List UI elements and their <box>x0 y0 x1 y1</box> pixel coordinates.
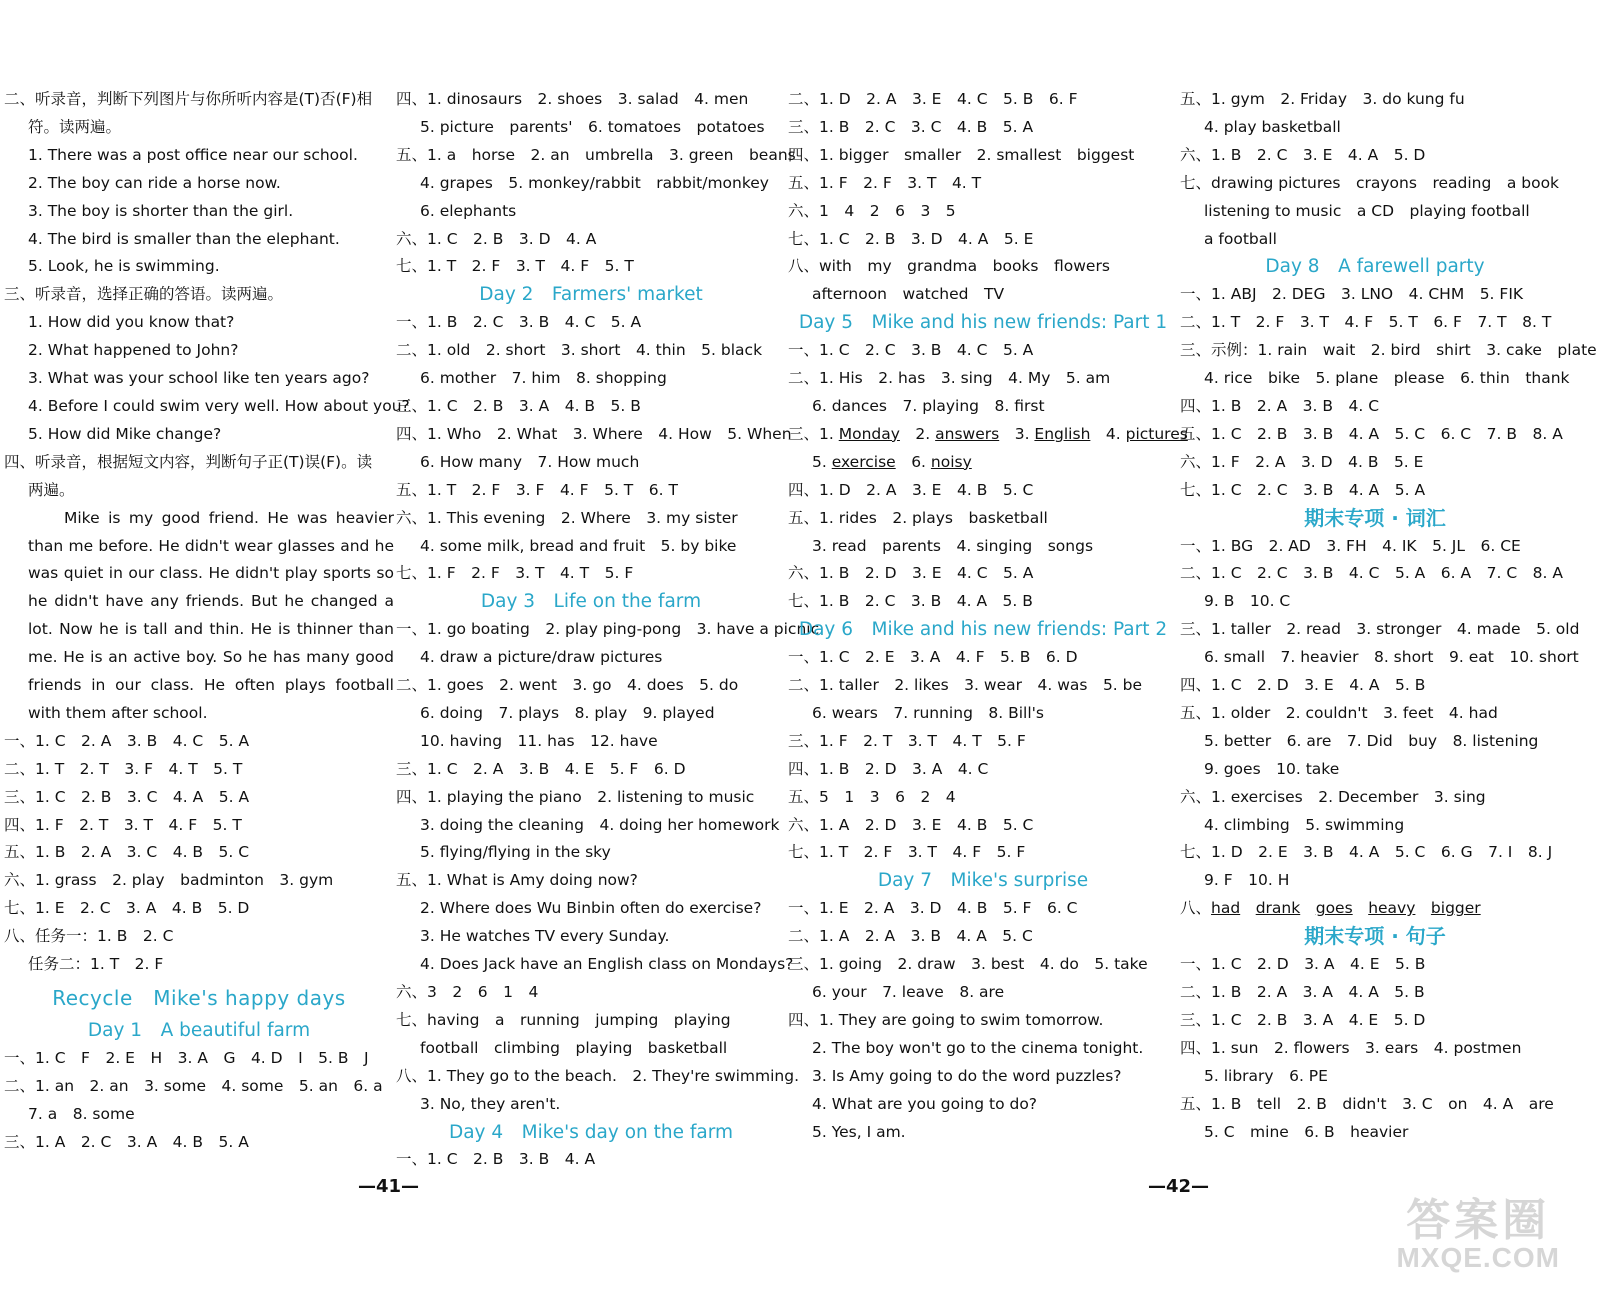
day-heading: Day 4 Mike's day on the farm <box>448 1121 734 1143</box>
underlined-word: English <box>1034 424 1091 443</box>
answer-line: 三、1. C 2. B 3. A 4. B 5. B <box>396 396 641 415</box>
script-line: 4. Before I could swim very well. How about you? <box>28 396 410 415</box>
answer-sep: 4. <box>1090 424 1126 443</box>
answer-line: 六、1. grass 2. play badminton 3. gym <box>4 871 334 890</box>
answer-line: 三、1. B 2. C 3. C 4. B 5. A <box>788 117 1034 136</box>
answer-line: 四、1. They are going to swim tomorrow. <box>788 1010 1104 1029</box>
answer-line: 6. elephants <box>420 201 517 220</box>
answer-prefix: 八、 <box>1180 899 1212 918</box>
answer-line: 二、1. taller 2. likes 3. wear 4. was 5. be <box>788 676 1143 695</box>
answer-line: 二、1. A 2. A 3. B 4. A 5. C <box>788 927 1033 946</box>
answer-line: 4. grapes 5. monkey/rabbit rabbit/monkey <box>420 173 769 192</box>
answer-line: 4. Does Jack have an English class on Mondays? <box>420 955 794 974</box>
script-line: 5. How did Mike change? <box>28 424 222 443</box>
answer-line: 4. play basketball <box>1204 117 1341 136</box>
section-heading: 二、听录音，判断下列图片与你所听内容是(T)否(F)相 <box>4 90 373 108</box>
answer-line: 任务二：1. T 2. F <box>28 955 164 974</box>
answer-line: 6. dances 7. playing 8. first <box>812 396 1045 415</box>
answer-line: 四、1. F 2. T 3. T 4. F 5. T <box>4 815 242 834</box>
answer-line: listening to music a CD playing football <box>1204 201 1530 220</box>
answer-line: 四、1. dinosaurs 2. shoes 3. salad 4. men <box>396 90 749 108</box>
answer-prefix: 5. <box>812 452 832 471</box>
answer-line: 六、1 4 2 6 3 5 <box>788 201 956 220</box>
script-line: 2. What happened to John? <box>28 341 239 360</box>
answer-line: 二、1. B 2. A 3. A 4. A 5. B <box>1180 983 1425 1001</box>
answer-line: 六、3 2 6 1 4 <box>396 983 539 1001</box>
answer-line: 六、1. B 2. C 3. E 4. A 5. D <box>1180 145 1426 164</box>
underlined-word: answers <box>935 424 1000 443</box>
answer-line: 5. better 6. are 7. Did buy 8. listening <box>1204 731 1539 750</box>
answer-line: 五、1. a horse 2. an umbrella 3. green beans <box>396 145 796 164</box>
answer-line: 六、1. B 2. D 3. E 4. C 5. A <box>788 564 1034 583</box>
answer-line: 五、1. gym 2. Friday 3. do kung fu <box>1180 90 1465 108</box>
answer-line: 一、1. ABJ 2. DEG 3. LNO 4. CHM 5. FIK <box>1180 285 1524 304</box>
answer-line: 四、1. playing the piano 2. listening to music <box>396 787 755 806</box>
answer-line: 三、示例：1. rain wait 2. bird shirt 3. cake plate <box>1180 341 1597 360</box>
answer-line: 五、1. B 2. A 3. C 4. B 5. C <box>4 843 250 862</box>
answer-line: 3. Is Amy going to do the word puzzles? <box>812 1066 1122 1085</box>
answer-line: 二、1. T 2. T 3. F 4. T 5. T <box>4 759 243 778</box>
answer-line: 一、1. go boating 2. play ping-pong 3. have a picnic <box>396 620 820 639</box>
answer-line: 5. C mine 6. B heavier <box>1204 1122 1409 1141</box>
answer-line: 二、1. D 2. A 3. E 4. C 5. B 6. F <box>788 90 1078 108</box>
script-line: 4. The bird is smaller than the elephant. <box>28 229 340 248</box>
script-line: 3. The boy is shorter than the girl. <box>28 201 294 220</box>
answer-line: 10. having 11. has 12. have <box>420 731 658 750</box>
script-line: 3. What was your school like ten years ago? <box>28 369 370 388</box>
section-heading: 四、听录音，根据短文内容，判断句子正(T)误(F)。读 <box>4 452 373 471</box>
answer-line: 4. climbing 5. swimming <box>1204 815 1405 834</box>
answer-line: 五、1. B tell 2. B didn't 3. C on 4. A are <box>1180 1094 1554 1113</box>
answer-line: 5. library 6. PE <box>1204 1066 1328 1085</box>
underlined-word: drank <box>1255 899 1301 918</box>
answer-line: a football <box>1204 229 1277 248</box>
answer-sep: 2. <box>899 424 936 443</box>
answer-line: afternoon watched TV <box>812 285 1005 304</box>
script-line: 1. How did you know that? <box>28 313 235 332</box>
script-line: 2. The boy can ride a horse now. <box>28 173 281 192</box>
answer-line: 一、1. C 2. C 3. B 4. C 5. A <box>788 341 1034 360</box>
answer-line: 三、1. F 2. T 3. T 4. T 5. F <box>788 731 1026 750</box>
answer-line: 2. The boy won't go to the cinema tonight. <box>812 1038 1144 1057</box>
answer-line: 6. mother 7. him 8. shopping <box>420 369 667 388</box>
answer-line: 5. Yes, I am. <box>812 1122 906 1141</box>
answer-line: 二、1. His 2. has 3. sing 4. My 5. am <box>788 369 1111 388</box>
answer-line: 9. F 10. H <box>1204 871 1290 890</box>
answer-line: 6. doing 7. plays 8. play 9. played <box>420 703 715 722</box>
answer-line: 4. some milk, bread and fruit 5. by bike <box>420 536 737 555</box>
underlined-word: heavy <box>1368 899 1416 918</box>
answer-line: 三、1. C 2. B 3. A 4. E 5. D <box>1180 1010 1426 1029</box>
answer-line: 五、5 1 3 6 2 4 <box>788 787 956 806</box>
day-heading: Day 2 Farmers' market <box>479 284 703 306</box>
page-number-right: —42— <box>1148 1176 1210 1197</box>
section-heading-cont: 两遍。 <box>28 480 75 499</box>
answer-line: 二、1. T 2. F 3. T 4. F 5. T 6. F 7. T 8. T <box>1180 313 1552 332</box>
answer-line: 2. Where does Wu Binbin often do exercise? <box>420 899 762 918</box>
answer-line: 七、1. C 2. C 3. B 4. A 5. A <box>1180 480 1426 499</box>
day-heading: Day 6 Mike and his new friends: Part 2 <box>798 619 1168 641</box>
unit-heading: Recycle Mike's happy days <box>52 986 346 1010</box>
watermark-text-cn: 答案圈 <box>1406 1196 1551 1245</box>
answer-line: 三、1. C 2. B 3. C 4. A 5. A <box>4 787 250 806</box>
answer-line: 四、1. C 2. D 3. E 4. A 5. B <box>1180 676 1426 695</box>
answer-line: 6. wears 7. running 8. Bill's <box>812 703 1045 722</box>
day-heading: Day 8 A farewell party <box>1265 256 1485 278</box>
answer-line: 一、1. C F 2. E H 3. A G 4. D I 5. B J <box>4 1048 369 1067</box>
answer-line: 七、1. T 2. F 3. T 4. F 5. T <box>396 257 634 276</box>
answer-line: 五、1. What is Amy doing now? <box>396 871 638 890</box>
answer-line: 七、drawing pictures crayons reading a book <box>1180 173 1560 192</box>
answer-line: 五、1. older 2. couldn't 3. feet 4. had <box>1180 703 1498 722</box>
answer-line: 七、1. D 2. E 3. B 4. A 5. C 6. G 7. I 8. J <box>1180 843 1553 862</box>
answer-line: 三、1. A 2. C 3. A 4. B 5. A <box>4 1132 249 1151</box>
answer-line: 四、1. Who 2. What 3. Where 4. How 5. When <box>396 424 792 443</box>
answer-line: 三、1. going 2. draw 3. best 4. do 5. take <box>788 955 1148 974</box>
underlined-word: had <box>1211 899 1241 918</box>
answer-line: 7. a 8. some <box>28 1104 135 1123</box>
underlined-word: exercise <box>831 452 896 471</box>
answer-line: 9. goes 10. take <box>1204 759 1340 778</box>
answer-line: 四、1. B 2. D 3. A 4. C <box>788 759 989 778</box>
answer-line: 四、1. sun 2. flowers 3. ears 4. postmen <box>1180 1038 1522 1057</box>
section-title-sentences: 期末专项 · 句子 <box>1304 924 1446 949</box>
answer-line: 七、having a running jumping playing <box>396 1010 731 1029</box>
answer-line: 3. He watches TV every Sunday. <box>420 927 670 946</box>
answer-line: 六、1. This evening 2. Where 3. my sister <box>396 508 738 527</box>
answer-line: 9. B 10. C <box>1204 592 1291 611</box>
answer-line: 3. read parents 4. singing songs <box>812 536 1094 555</box>
answer-line: 二、1. C 2. C 3. B 4. C 5. A 6. A 7. C 8. A <box>1180 564 1563 583</box>
answer-line: 二、1. goes 2. went 3. go 4. does 5. do <box>396 676 739 695</box>
answer-line: 六、1. F 2. A 3. D 4. B 5. E <box>1180 452 1424 471</box>
answer-line: 4. rice bike 5. plane please 6. thin thank <box>1204 369 1570 388</box>
section-heading: 三、听录音，选择正确的答语。读两遍。 <box>4 285 284 304</box>
answer-line: 八、1. They go to the beach. 2. They're swimming. <box>396 1066 800 1085</box>
script-line: 5. Look, he is swimming. <box>28 257 220 276</box>
answer-line: 5. flying/flying in the sky <box>420 843 611 862</box>
answer-line: 三、1. C 2. A 3. B 4. E 5. F 6. D <box>396 759 686 778</box>
section-heading-cont: 符。读两遍。 <box>28 117 122 136</box>
answer-line: 一、1. C 2. D 3. A 4. E 5. B <box>1180 955 1426 974</box>
answer-sep: 6. <box>895 452 931 471</box>
answer-line: 一、1. C 2. B 3. B 4. A <box>396 1150 596 1169</box>
watermark-logo <box>1396 1184 1560 1274</box>
answer-line: 六、1. C 2. B 3. D 4. A <box>396 229 597 248</box>
answer-line: 6. small 7. heavier 8. short 9. eat 10. short <box>1204 648 1579 667</box>
column-1 <box>4 86 410 1156</box>
answer-line <box>1180 895 1570 923</box>
answer-line: 七、1. C 2. B 3. D 4. A 5. E <box>788 229 1034 248</box>
answer-line: 6. How many 7. How much <box>420 452 640 471</box>
answer-line: 一、1. C 2. A 3. B 4. C 5. A <box>4 731 250 750</box>
answer-line: 三、1. taller 2. read 3. stronger 4. made 5. old <box>1180 620 1580 639</box>
underlined-word: bigger <box>1430 899 1481 918</box>
column-4 <box>1180 86 1597 1146</box>
section-title-vocabulary: 期末专项 · 词汇 <box>1304 505 1446 530</box>
column-3 <box>788 86 1188 1146</box>
answer-line: 四、1. D 2. A 3. E 4. B 5. C <box>788 480 1034 499</box>
column-2 <box>396 86 820 1174</box>
script-line: 1. There was a post office near our school. <box>28 145 358 164</box>
underlined-word: noisy <box>930 452 972 471</box>
answer-prefix: 三、1. <box>788 424 839 443</box>
answer-line: 4. draw a picture/draw pictures <box>420 648 663 667</box>
answer-line: 一、1. BG 2. AD 3. FH 4. IK 5. JL 6. CE <box>1180 536 1521 555</box>
answer-line: 二、1. an 2. an 3. some 4. some 5. an 6. a <box>4 1076 383 1095</box>
answer-line: 五、1. F 2. F 3. T 4. T <box>788 173 982 192</box>
answer-line: 八、任务一：1. B 2. C <box>4 927 174 946</box>
answer-line: football climbing playing basketball <box>420 1038 728 1057</box>
answer-line <box>788 449 1178 477</box>
answer-line: 六、1. exercises 2. December 3. sing <box>1180 787 1486 806</box>
answer-line: 七、1. T 2. F 3. T 4. F 5. F <box>788 843 1026 862</box>
underlined-word: goes <box>1315 899 1353 918</box>
watermark-text-en: MXQE.COM <box>1396 1242 1560 1273</box>
answer-line: 一、1. B 2. C 3. B 4. C 5. A <box>396 313 642 332</box>
underlined-word: pictures <box>1125 424 1188 443</box>
answer-line <box>788 421 1188 449</box>
passage-paragraph: Mike is my good friend. He was heavier than me before. He didn't wear glasses and he was quiet in our class. He didn't play sports so he didn't have any friends. But he changed a lot. Now he is tall and thin. He is thinner than me. He is an active boy. So he has many good friends in our class. He often plays football with them after school. <box>28 508 394 722</box>
answer-line: 四、1. B 2. A 3. B 4. C <box>1180 396 1380 415</box>
answer-line: 四、1. bigger smaller 2. smallest biggest <box>788 145 1135 164</box>
answer-line: 一、1. C 2. E 3. A 4. F 5. B 6. D <box>788 648 1078 667</box>
page-number-left: —41— <box>358 1176 420 1197</box>
answer-line: 五、1. C 2. B 3. B 4. A 5. C 6. C 7. B 8. A <box>1180 424 1563 443</box>
day-heading: Day 3 Life on the farm <box>480 591 702 613</box>
answer-line: 4. What are you going to do? <box>812 1094 1038 1113</box>
answer-line: 七、1. B 2. C 3. B 4. A 5. B <box>788 592 1033 611</box>
day-heading: Day 5 Mike and his new friends: Part 1 <box>798 312 1168 334</box>
answer-line: 5. picture parents' 6. tomatoes potatoes <box>420 117 765 136</box>
answer-line: 五、1. rides 2. plays basketball <box>788 508 1048 527</box>
day-heading: Day 7 Mike's surprise <box>877 870 1089 892</box>
answer-line: 八、with my grandma books flowers <box>788 257 1110 276</box>
answer-line: 6. your 7. leave 8. are <box>812 983 1005 1001</box>
answer-line: 二、1. old 2. short 3. short 4. thin 5. black <box>396 341 763 360</box>
answer-line: 一、1. E 2. A 3. D 4. B 5. F 6. C <box>788 899 1078 918</box>
answer-line: 六、1. A 2. D 3. E 4. B 5. C <box>788 815 1034 834</box>
answer-line: 七、1. E 2. C 3. A 4. B 5. D <box>4 899 250 918</box>
day-heading: Day 1 A beautiful farm <box>87 1019 311 1041</box>
answer-line: 五、1. T 2. F 3. F 4. F 5. T 6. T <box>396 480 678 499</box>
answer-sep: 3. <box>999 424 1035 443</box>
answer-line: 七、1. F 2. F 3. T 4. T 5. F <box>396 564 634 583</box>
answer-line: 3. doing the cleaning 4. doing her homework <box>420 815 780 834</box>
answer-line: 3. No, they aren't. <box>420 1094 561 1113</box>
underlined-word: Monday <box>838 424 900 443</box>
